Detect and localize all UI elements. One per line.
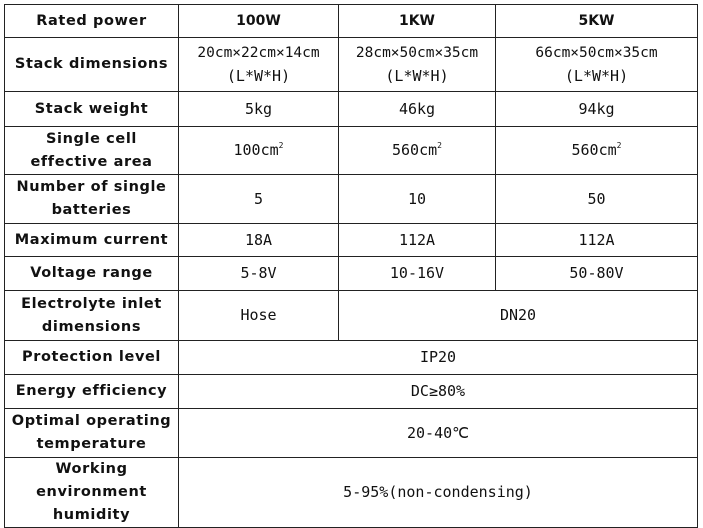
table-row-single-batteries (5, 175, 698, 224)
cell-area-1kw (339, 127, 496, 175)
table-row-single-cell-area (5, 127, 698, 175)
label-line: batteries (51, 202, 132, 218)
dimensions-note: (L*W*H) (564, 66, 629, 85)
table-row-environment-humidity (5, 458, 698, 528)
label-line: Working environment (36, 461, 147, 500)
cell-area-100w (179, 127, 339, 175)
label-line: Single cell (46, 130, 137, 147)
cell-energy-efficiency: DC≥80% (179, 375, 698, 409)
table-row-stack-weight (5, 92, 698, 127)
label-line: humidity (52, 507, 131, 523)
table-row-max-current (5, 224, 698, 257)
dimensions-value: 28cm×50cm×35cm (355, 44, 479, 61)
cell-weight-5kw: 94kg (496, 92, 698, 127)
unit-superscript: 2 (278, 141, 284, 150)
dimensions-value: 20cm×22cm×14cm (197, 44, 320, 61)
table-row-rated-power (5, 5, 698, 38)
row-label-energy-efficiency: Energy efficiency (5, 375, 179, 409)
cell-current-1kw: 112A (339, 224, 496, 257)
cell-environment-humidity: 5-95%(non-condensing) (179, 458, 698, 528)
table-row-protection-level (5, 341, 698, 375)
column-header-100w: 100W (179, 5, 339, 38)
cell-inlet-1kw-5kw: DN20 (339, 291, 698, 341)
spec-table (4, 4, 698, 528)
label-line: Optimal operating (11, 413, 172, 429)
label-line: Number of single (16, 179, 167, 195)
cell-weight-1kw: 46kg (339, 92, 496, 127)
cell-current-100w: 18A (179, 224, 339, 257)
cell-batteries-100w: 5 (179, 175, 339, 224)
row-label-stack-dimensions: Stack dimensions (5, 38, 179, 92)
cell-area-5kw (496, 127, 698, 175)
row-label-voltage-range: Voltage range (5, 257, 179, 291)
cell-dimensions-1kw (339, 38, 496, 92)
row-label-single-cell-area (5, 127, 179, 175)
row-label-protection-level: Protection level (5, 341, 179, 375)
column-header-1kw: 1KW (339, 5, 496, 38)
cell-batteries-5kw: 50 (496, 175, 698, 224)
table-row-voltage-range (5, 257, 698, 291)
area-value: 100cm (233, 141, 279, 159)
row-label-stack-weight: Stack weight (5, 92, 179, 127)
label-line: dimensions (41, 318, 142, 335)
column-header-5kw: 5KW (496, 5, 698, 38)
label-line: effective area (30, 153, 153, 170)
row-label-environment-humidity (5, 458, 179, 528)
row-label-operating-temperature (5, 409, 179, 458)
label-line: Electrolyte inlet (21, 295, 162, 312)
spec-table-wrapper (4, 4, 698, 528)
cell-voltage-1kw: 10-16V (339, 257, 496, 291)
cell-batteries-1kw: 10 (339, 175, 496, 224)
cell-inlet-100w: Hose (179, 291, 339, 341)
table-row-energy-efficiency (5, 375, 698, 409)
dimensions-note: (L*W*H) (226, 66, 291, 85)
cell-voltage-100w: 5-8V (179, 257, 339, 291)
cell-operating-temperature: 20-40℃ (179, 409, 698, 458)
row-label-electrolyte-inlet (5, 291, 179, 341)
table-row-stack-dimensions (5, 38, 698, 92)
unit-superscript: 2 (616, 141, 622, 150)
cell-dimensions-100w (179, 38, 339, 92)
row-label-rated-power: Rated power (5, 5, 179, 38)
cell-voltage-5kw: 50-80V (496, 257, 698, 291)
dimensions-value: 66cm×50cm×35cm (535, 44, 658, 61)
dimensions-note: (L*W*H) (385, 66, 449, 85)
cell-dimensions-5kw (496, 38, 698, 92)
cell-current-5kw: 112A (496, 224, 698, 257)
table-row-electrolyte-inlet (5, 291, 698, 341)
unit-superscript: 2 (437, 141, 442, 150)
label-line: temperature (36, 436, 147, 452)
cell-weight-100w: 5kg (179, 92, 339, 127)
row-label-single-batteries (5, 175, 179, 224)
area-value: 560cm (392, 141, 438, 159)
area-value: 560cm (571, 141, 617, 159)
table-row-operating-temperature (5, 409, 698, 458)
cell-protection-level: IP20 (179, 341, 698, 375)
row-label-max-current: Maximum current (5, 224, 179, 257)
